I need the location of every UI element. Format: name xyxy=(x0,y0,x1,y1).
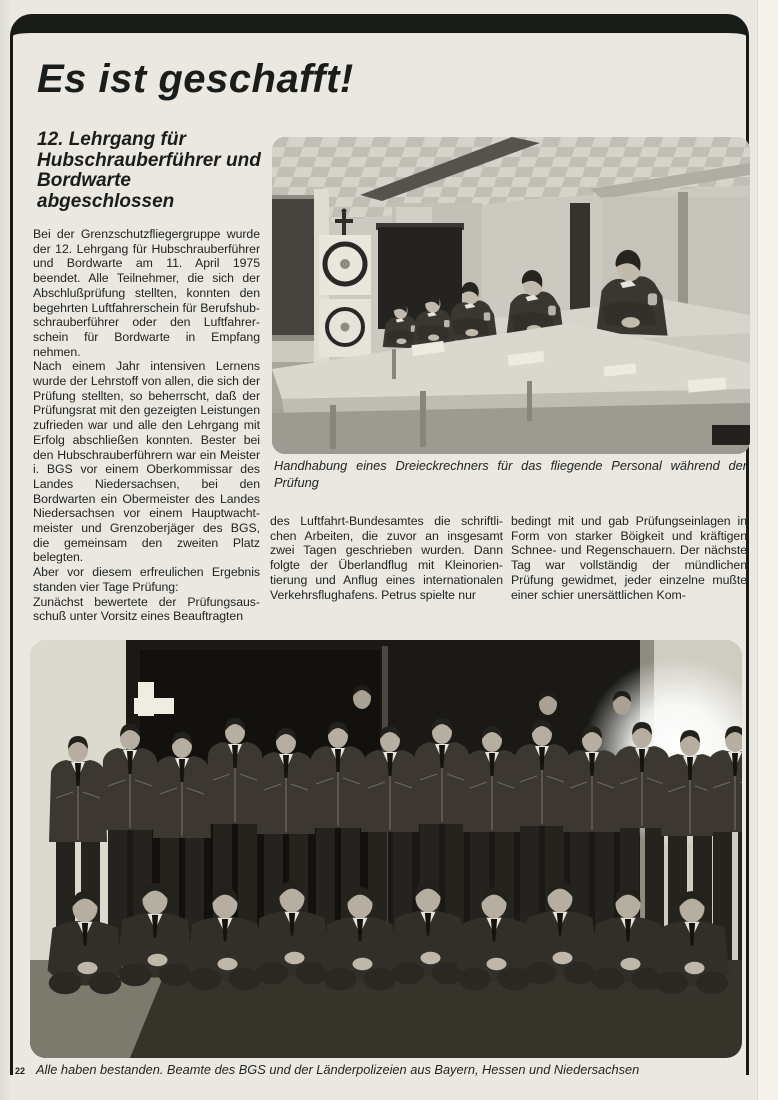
article-column-left xyxy=(33,227,260,624)
page-number: 22 xyxy=(15,1066,26,1076)
paragraph: bedingt mit und gab Prüfungseinlagen in Form von starker Böigkeit und kräftigen Schnee- und Regenschauern. Der nächste Tag war vollständig der mündlichen Prüfung gewidmet, jeder einzelne mußte einer schier unersättlichen Kom- xyxy=(511,514,747,602)
paragraph: des Luftfahrt-Bundesamtes die schriftlichen Arbeiten, die zuvor an insgesamt zwei Tagen geschrieben wurden. Dann folgte der Überlandflug mit Kleinorientierung und Anflug eines internationalen Verkehrsflughafens. Petrus spielte nur xyxy=(270,514,503,602)
group-photo-caption: Alle haben bestanden. Beamte des BGS und der Länderpolizeien aus Bayern, Hessen und Niedersachsen xyxy=(36,1062,640,1077)
page-title: Es ist geschafft! xyxy=(37,57,354,101)
exam-room-photo-illustration xyxy=(272,137,750,454)
scan-left-margin xyxy=(0,0,9,1100)
paragraph: Nach einem Jahr intensiven Lernens wurde der Lehrstoff von allen, die sich der Prüfung stellten, so beherrscht, daß der Prüfungsrat mit den gezeigten Leistungen zufrieden war und alle den Lehrgang mit Erfolg abschließen konnten. Bester bei den Hubschrauberführern war ein Meister i. BGS vor einem Oberkommissar des Landes Niedersachsen, bei den Bordwarten ein Obermeister des Landes Niedersachsen vor einem Hauptwachtmeister und Grenzoberjäger des BGS, die gemeinsam den zweiten Platz belegten. xyxy=(33,359,260,565)
scan-right-margin xyxy=(757,0,778,1100)
group-photo xyxy=(30,640,742,1058)
paragraph: Bei der Grenzschutzfliegergruppe wurde der 12. Lehrgang für Hubschrauberführer und Bordwarte am 11. April 1975 beendet. Alle Teilnehmer, die sich der Abschlußprüfung stellten, konnten den begehrten Luftfahrerschein für Berufshubschrauberführer oder den Luftfahrerschein für Bordwarte in Empfang nehmen. xyxy=(33,227,260,359)
article-column-right xyxy=(511,514,747,602)
paragraph: Zunächst bewertete der Prüfungsausschuß unter Vorsitz eines Beauftragten xyxy=(33,594,260,624)
article-column-middle xyxy=(270,514,503,602)
group-photo-illustration xyxy=(30,640,742,1058)
paragraph: Aber vor diesem erfreulichen Ergebnis standen vier Tage Prüfung: xyxy=(33,565,260,594)
exam-photo-caption: Handhabung eines Dreieckrechners für das fliegende Personal während der Prüfung xyxy=(274,458,747,490)
exam-room-photo xyxy=(272,137,750,454)
article-subtitle: 12. Lehrgang für Hubschrauberführer und Bordwarte abgeschlossen xyxy=(37,129,261,212)
